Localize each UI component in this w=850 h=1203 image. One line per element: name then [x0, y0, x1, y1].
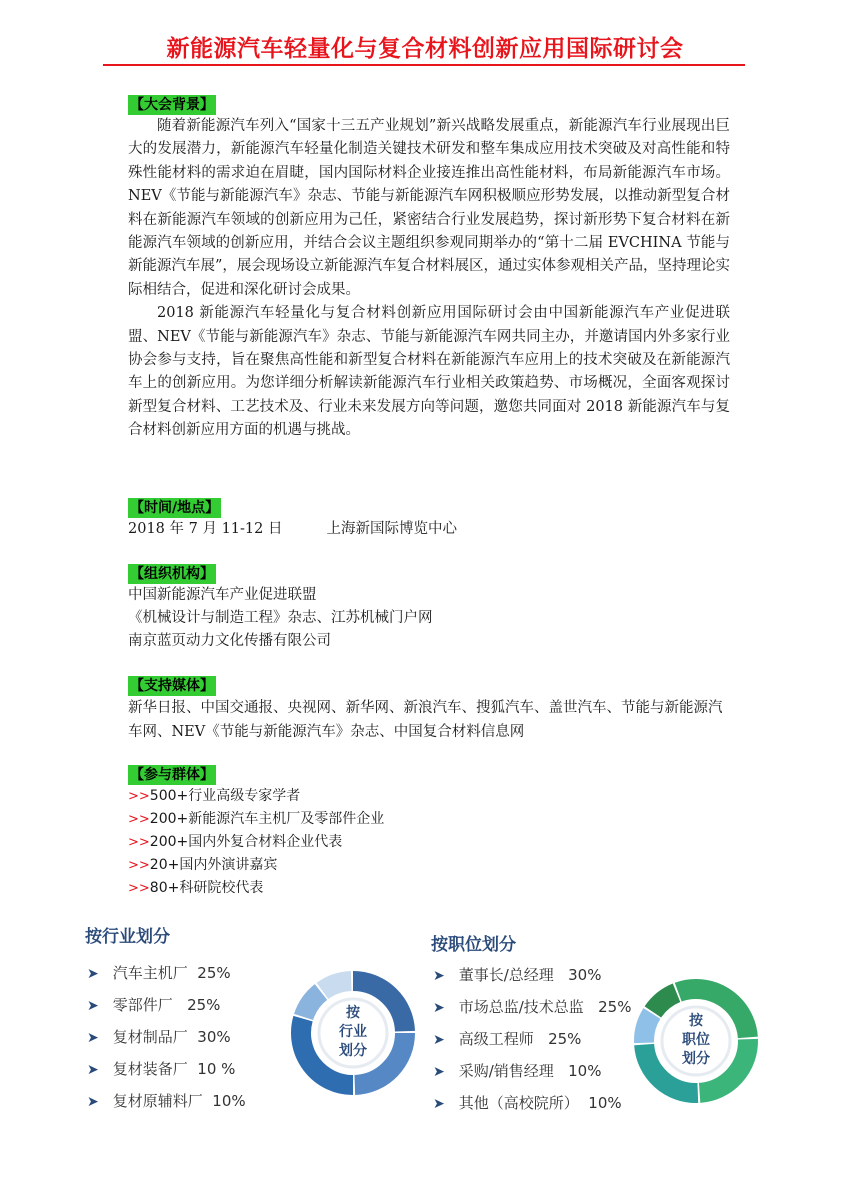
position-item: ➤ 采购/销售经理 10% [433, 1062, 602, 1080]
chevron-right-icon: ➤ [87, 998, 99, 1014]
chevron-right-icon: ➤ [87, 1062, 99, 1078]
donut-segment [644, 1013, 652, 1042]
arrow-marker: >> [128, 835, 150, 850]
participant-item: >>500+行业高级专家学者 [128, 788, 301, 804]
media-section [128, 675, 730, 744]
donut-segment [304, 992, 321, 1017]
industry-item: ➤ 复材原辅料厂 10% [87, 1092, 246, 1110]
event-date: 2018 年 7 月 11-12 日 [128, 521, 283, 537]
donut-center-label: 行业 [339, 1024, 367, 1040]
donut-center-label: 职位 [682, 1032, 710, 1048]
arrow-marker: >> [128, 789, 150, 804]
chevron-right-icon: ➤ [433, 1064, 445, 1080]
position-item: ➤ 董事长/总经理 30% [433, 966, 602, 984]
chevron-right-icon: ➤ [87, 1094, 99, 1110]
organizers-section [128, 563, 730, 653]
page-title: 新能源汽车轻量化与复合材料创新应用国际研讨会 [166, 36, 684, 62]
chevron-right-icon: ➤ [87, 1030, 99, 1046]
position-item: ➤ 高级工程师 25% [433, 1030, 582, 1048]
audience-breakdown [85, 918, 765, 1118]
arrow-marker: >> [128, 881, 150, 896]
time-place-section [128, 497, 730, 541]
section-label-organizers: 【组织机构】 [130, 566, 214, 582]
background-paragraph-1: 随着新能源汽车列入“国家十三五产业规划”新兴战略发展重点，新能源汽车行业展现出巨大的发展潜力，新能源汽车轻量化制造关键技术研发和整车集成应用技术突破及对高性能和特殊性能材料的需求迫在眉睫，国内国际材料企业接连推出高性能材料，布局新能源汽车市场。NEV《节能与新能源汽车》杂志、节能与新能源汽车网积极顺应形势发展，以推动新型复合材料在新能源汽车领域的创新应用为己任，紧密结合行业发展趋势，探讨新形势下复合材料在新能源汽车领域的创新应用，并结合会议主题组织参观同期举办的“第十二届 EVCHINA 节能与新能源汽车展”，展会现场设立新能源汽车复合材料展区，通过实体参观相关产品，坚持理论实际相结合，促进和深化研讨会成果。 [128, 118, 730, 298]
section-label-media: 【支持媒体】 [130, 678, 214, 694]
participant-item: >>80+科研院校代表 [128, 880, 264, 896]
industry-item: ➤ 汽车主机厂 25% [87, 964, 231, 982]
chevron-right-icon: ➤ [433, 1096, 445, 1112]
arrow-marker: >> [128, 858, 150, 873]
arrow-marker: >> [128, 812, 150, 827]
participant-item: >>20+国内外演讲嘉宾 [128, 857, 278, 873]
media-list: 新华日报、中国交通报、央视网、新华网、新浪汽车、搜狐汽车、盖世汽车、节能与新能源汽车网、NEV《节能与新能源汽车》杂志、中国复合材料信息网 [128, 700, 723, 740]
donut-center-label: 划分 [682, 1051, 710, 1067]
donut-center-label: 划分 [339, 1043, 367, 1059]
position-item: ➤ 市场总监/技术总监 25% [433, 998, 632, 1016]
industry-panel-title: 按行业划分 [85, 927, 170, 947]
industry-item: ➤ 零部件厂 25% [87, 996, 221, 1014]
participant-item: >>200+新能源汽车主机厂及零部件企业 [128, 811, 385, 827]
title-divider [103, 64, 745, 66]
organizer-line: 中国新能源汽车产业促进联盟 [128, 587, 317, 603]
section-label-background: 【大会背景】 [130, 97, 214, 113]
industry-item: ➤ 复材制品厂 30% [87, 1028, 231, 1046]
background-paragraph-2: 2018 新能源汽车轻量化与复合材料创新应用国际研讨会由中国新能源汽车产业促进联盟、NEV《节能与新能源汽车》杂志、节能与新能源汽车网共同主办，并邀请国内外多家行业协会参与支持，旨在聚焦高性能和新型复合材料在新能源汽车应用上的技术突破及在新能源汽车上的创新应用。为您详细分析解读新能源汽车行业相关政策趋势、市场概况，全面客观探讨新型复合材料、工艺技术及、行业未来发展方向等问题，邀您共同面对 2018 新能源汽车与复合材料创新应用方面的机遇与挑战。 [128, 305, 730, 439]
organizer-line: 南京蓝页动力文化传播有限公司 [128, 633, 331, 649]
participant-item: >>200+国内外复合材料企业代表 [128, 834, 343, 850]
position-panel-title: 按职位划分 [431, 935, 516, 955]
participants-section [128, 764, 730, 900]
event-venue: 上海新国际博览中心 [326, 521, 457, 537]
position-donut-chart [633, 978, 759, 1104]
donut-segment [653, 993, 677, 1012]
position-item: ➤ 其他（高校院所） 10% [433, 1094, 622, 1112]
industry-item: ➤ 复材装备厂 10 % [87, 1060, 236, 1078]
chevron-right-icon: ➤ [87, 966, 99, 982]
organizer-line: 《机械设计与制造工程》杂志、江苏机械门户网 [128, 610, 433, 626]
background-section [128, 94, 730, 443]
section-label-participants: 【参与群体】 [130, 767, 214, 783]
donut-center-label: 按 [346, 1005, 360, 1021]
section-label-time-place: 【时间/地点】 [130, 500, 220, 516]
chevron-right-icon: ➤ [433, 1000, 445, 1016]
donut-center-label: 按 [689, 1013, 703, 1029]
donut-segment [322, 981, 351, 991]
chevron-right-icon: ➤ [433, 1032, 445, 1048]
chevron-right-icon: ➤ [433, 968, 445, 984]
industry-donut-chart [290, 970, 416, 1096]
